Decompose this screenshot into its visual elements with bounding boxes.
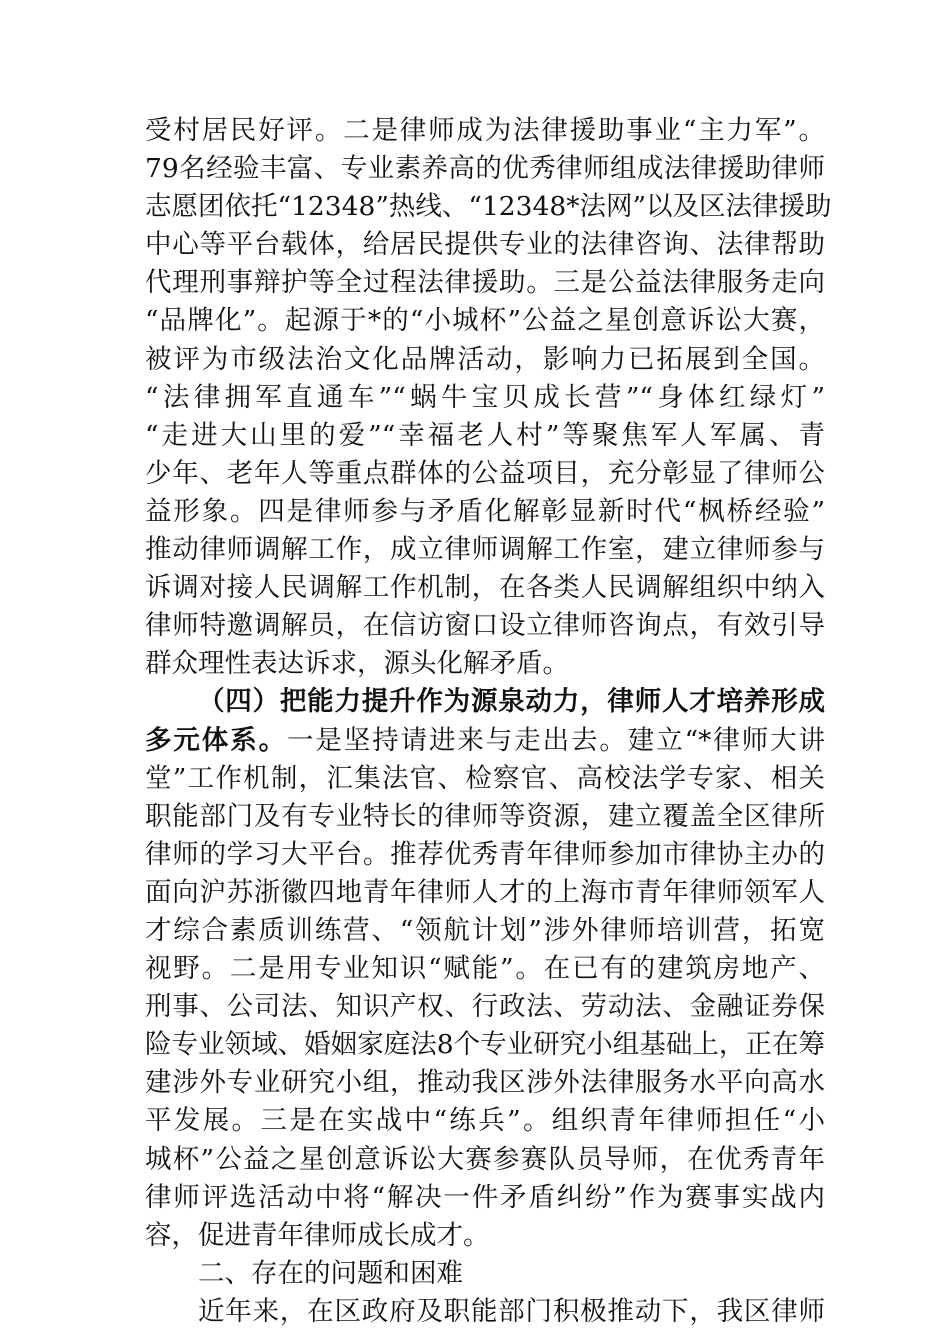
paragraph-line: 推动律师调解工作，成立律师调解工作室，建立律师参与: [145, 534, 825, 566]
paragraph-line: 益形象。四是律师参与矛盾化解彰显新时代“枫桥经验”: [145, 495, 825, 527]
paragraph-line: 少年、老年人等重点群体的公益项目，充分彰显了律师公: [145, 457, 825, 489]
paragraph-line: 诉调对接人民调解工作机制，在各类人民调解组织中纳入: [145, 572, 825, 604]
paragraph-line: 受村居民好评。二是律师成为法律援助事业“主力军”。: [145, 115, 825, 146]
paragraph-line: 中心等平台载体，给居民提供专业的法律咨询、法律帮助: [145, 229, 825, 261]
paragraph-line: 79名经验丰富、专业素养高的优秀律师组成法律援助律师: [145, 153, 825, 185]
paragraph-line: [145, 722, 825, 760]
paragraph-line: 城杯”公益之星创意诉讼大赛参赛队员导师，在优秀青年: [145, 1143, 825, 1175]
paragraph-line: 视野。二是用专业知识“赋能”。在已有的建筑房地产、: [145, 953, 825, 985]
paragraph-line: 堂”工作机制，汇集法官、检察官、高校法学专家、相关: [145, 762, 825, 794]
paragraph-line: 代理刑事辩护等全过程法律援助。三是公益法律服务走向: [145, 267, 825, 299]
paragraph-line: 近年来，在区政府及职能部门积极推动下，我区律师: [198, 1295, 825, 1327]
paragraph-line: 志愿团依托“12348”热线、“12348*法网”以及区法律援助: [145, 191, 832, 223]
paragraph-line: 律师特邀调解员，在信访窗口设立律师咨询点，有效引导: [145, 610, 825, 642]
section-heading-end: 多元体系。: [145, 724, 287, 756]
paragraph-line: 刑事、公司法、知识产权、行政法、劳动法、金融证券保: [145, 991, 825, 1023]
section-heading: 二、存在的问题和困难: [198, 1257, 463, 1289]
paragraph-line: 平发展。三是在实战中“练兵”。组织青年律师担任“小: [145, 1105, 825, 1137]
paragraph-line: 才综合素质训练营、“领航计划”涉外律师培训营，拓宽: [145, 914, 825, 946]
paragraph-line: 容，促进青年律师成长成才。: [145, 1219, 490, 1251]
paragraph-line: 律师的学习大平台。推荐优秀青年律师参加市律协主办的: [145, 838, 825, 870]
section-heading-line: （四）把能力提升作为源泉动力，律师人才培养形成: [198, 686, 825, 718]
paragraph-line: 职能部门及有专业特长的律师等资源，建立覆盖全区律所: [145, 800, 825, 832]
document-body: [145, 112, 832, 1331]
paragraph-line: “品牌化”。起源于*的“小城杯”公益之星创意诉讼大赛，: [145, 305, 825, 337]
paragraph-line: “法律拥军直通车”“蜗牛宝贝成长营”“身体红绿灯”: [145, 381, 825, 413]
paragraph-line: 律师评选活动中将“解决一件矛盾纠纷”作为赛事实战内: [145, 1181, 825, 1213]
paragraph-line: 建涉外专业研究小组，推动我区涉外法律服务水平向高水: [145, 1067, 825, 1099]
paragraph-line: 被评为市级法治文化品牌活动，影响力已拓展到全国。: [145, 343, 825, 375]
paragraph-text: 一是坚持请进来与走出去。建立“*律师大讲: [287, 724, 825, 756]
paragraph-line: “走进大山里的爱”“幸福老人村”等聚焦军人军属、青: [145, 419, 825, 451]
paragraph-line: 群众理性表达诉求，源头化解矛盾。: [145, 648, 569, 680]
paragraph-line: 面向沪苏浙徽四地青年律师人才的上海市青年律师领军人: [145, 876, 825, 908]
paragraph-line: 险专业领域、婚姻家庭法8个专业研究小组基础上，正在筹: [145, 1029, 825, 1061]
